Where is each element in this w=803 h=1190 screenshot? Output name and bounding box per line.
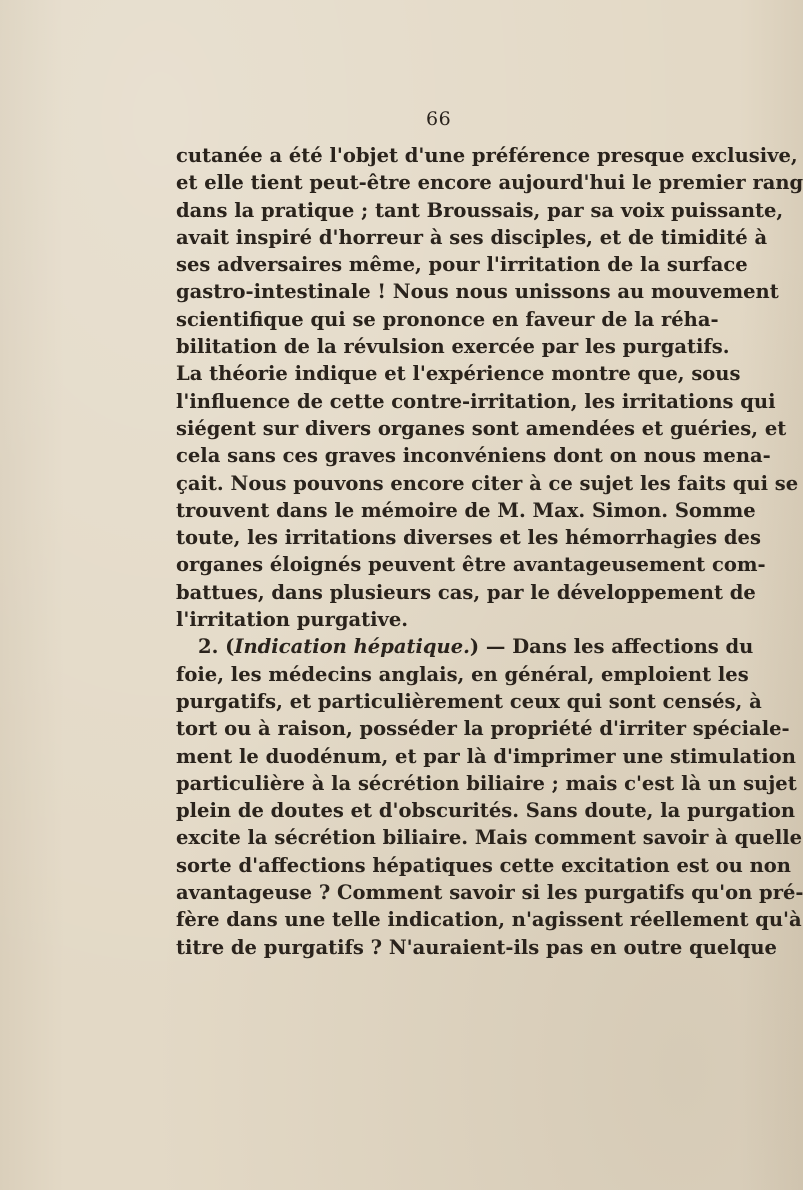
text-line: ment le duodénum, et par là d'imprimer une stimulation bbox=[176, 744, 796, 768]
text-line: cela sans ces graves inconvéniens dont on nous mena- bbox=[176, 444, 771, 468]
section-heading: Indication hépatique. bbox=[234, 635, 470, 659]
text-line: dans la pratique ; tant Broussais, par sa voix puissante, bbox=[176, 198, 784, 222]
text-line: siégent sur divers organes sont amendées et guéries, et bbox=[176, 416, 787, 440]
text-line: bilitation de la révulsion exercée par les purgatifs. bbox=[176, 335, 730, 359]
paragraph-2 bbox=[176, 661, 803, 961]
text-line: purgatifs, et particulièrement ceux qui sont censés, à bbox=[176, 689, 762, 713]
text-line: titre de purgatifs ? N'auraient-ils pas en outre quelque bbox=[176, 935, 777, 959]
text-line: excite la sécrétion biliaire. Mais comment savoir à quelle bbox=[176, 826, 803, 850]
text-line: tort ou à raison, posséder la propriété d'irriter spéciale- bbox=[176, 717, 790, 741]
text-line: fère dans une telle indication, n'agissent réellement qu'à bbox=[176, 908, 802, 932]
text-line: sorte d'affections hépatiques cette excitation est ou non bbox=[176, 853, 791, 877]
text-line: scientifique qui se prononce en faveur de la réha- bbox=[176, 307, 719, 331]
text-line: l'irritation purgative. bbox=[176, 608, 409, 632]
text-line: l'influence de cette contre-irritation, les irritations qui bbox=[176, 389, 776, 413]
paragraph-1 bbox=[176, 142, 803, 633]
text-line: cutanée a été l'objet d'une préférence presque exclusive, bbox=[176, 144, 798, 167]
text-line: plein de doutes et d'obscurités. Sans doute, la purgation bbox=[176, 799, 796, 823]
text-line: ses adversaires même, pour l'irritation de la surface bbox=[176, 253, 748, 277]
text-line: toute, les irritations diverses et les hémorrhagies des bbox=[176, 526, 761, 550]
text-line: avait inspiré d'horreur à ses disciples, et de timidité à bbox=[176, 225, 768, 249]
text-line: trouvent dans le mémoire de M. Max. Simon. Somme bbox=[176, 498, 756, 522]
text-line: organes éloignés peuvent être avantageusement com- bbox=[176, 553, 766, 577]
text-line: particulière à la sécrétion biliaire ; mais c'est là un sujet bbox=[176, 771, 797, 795]
body-text bbox=[176, 142, 803, 961]
text-line: et elle tient peut-être encore aujourd'hui le premier rang bbox=[176, 171, 803, 195]
text-line: La théorie indique et l'expérience montre que, sous bbox=[176, 362, 741, 386]
text-line: avantageuse ? Comment savoir si les purgatifs qu'on pré- bbox=[176, 881, 803, 905]
text-line: gastro-intestinale ! Nous nous unissons au mouvement bbox=[176, 280, 779, 304]
paragraph-2-first-line bbox=[176, 633, 754, 660]
paragraph-2-lead: ) — Dans les affections du bbox=[469, 635, 754, 659]
text-line: çait. Nous pouvons encore citer à ce sujet les faits qui se bbox=[176, 471, 799, 495]
text-line: foie, les médecins anglais, en général, emploient les bbox=[176, 662, 749, 686]
text-line: battues, dans plusieurs cas, par le développement de bbox=[176, 580, 756, 604]
page-number: 66 bbox=[426, 108, 452, 130]
item-number: 2. ( bbox=[198, 635, 235, 659]
